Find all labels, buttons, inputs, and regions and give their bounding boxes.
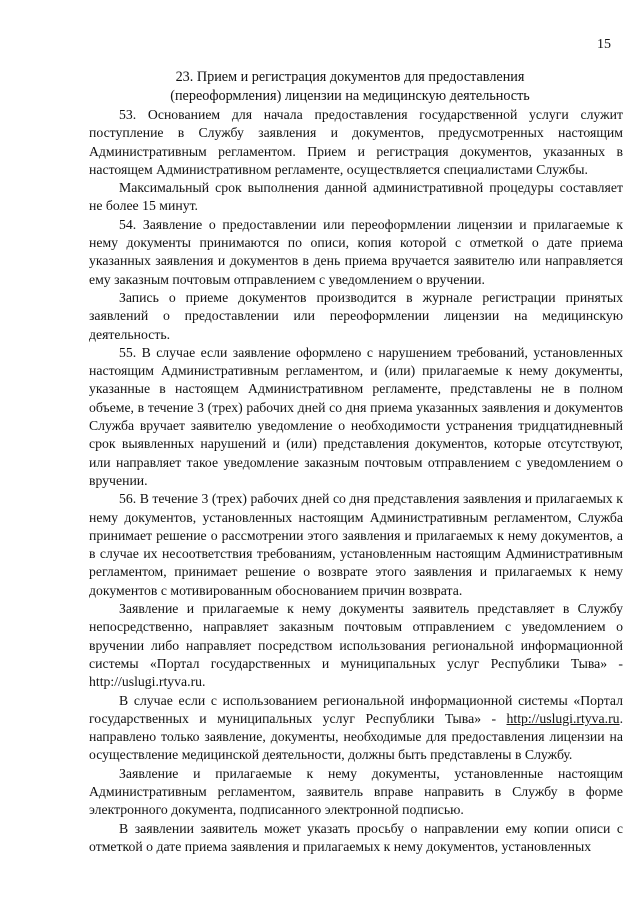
paragraph: 54. Заявление о предоставлении или переоформлении лицензии и прилагаемые к нему документы принимаются по описи, копия которой с отметкой о дате приема указанных заявления и документов в день приема вручается заявителю или направляется ему заказным почтовым отправлением с уведомлением о вручении. [89, 216, 623, 287]
portal-link[interactable]: http://uslugi.rtyva.ru [506, 710, 620, 726]
section-heading [60, 68, 640, 106]
paragraph: Максимальный срок выполнения данной административной процедуры составляет не более 15 минут. [89, 180, 623, 214]
section-heading-line: (переоформления) лицензии на медицинскую деятельность [170, 88, 530, 104]
paragraph-text: В случае если с использованием региональной информационной системы «Портал государственных и муниципальных услуг Республики Тыва» - [89, 692, 623, 726]
paragraph: 53. Основанием для начала предоставления государственной услуги служит поступление в Службу заявления и документов, предусмотренных настоящим Административным регламентом. Прием и регистрация документов, указанных в настоящем Административном регламенте, осуществляется специалистами Службы. [89, 107, 623, 177]
paragraph: В заявлении заявитель может указать просьбу о направлении ему копии описи с отметкой о дате приема заявления и прилагаемых к нему документов, установленных [89, 820, 623, 854]
page-number: 15 [597, 37, 611, 52]
paragraph [89, 692, 623, 765]
paragraph-text: . направлено только заявление, документы, необходимые для предоставления лицензии на осуществление медицинской деятельности, должны быть представлены в Службу. [89, 710, 623, 763]
section-heading-line: 23. Прием и регистрация документов для предоставления [175, 69, 525, 85]
paragraph: Запись о приеме документов производится в журнале регистрации принятых заявлений о предоставлении или переоформлении лицензии на медицинскую деятельность. [89, 289, 623, 342]
paragraph: 55. В случае если заявление оформлено с нарушением требований, установленных настоящим Административным регламентом, и (или) прилагаемые к нему документы, указанные в настоящем Административном регламенте, представлены не в полном объеме, в течение 3 (трех) рабочих дней со дня приема указанных заявления и документов Служба вручает заявителю уведомление о необходимости устранения тридцатидневный срок выявленных нарушений и (или) представления документов, которые отсутствуют, или направляет такое уведомление заказным почтовым отправлением с уведомлением о вручении. [89, 344, 623, 488]
paragraph: 56. В течение 3 (трех) рабочих дней со дня представления заявления и прилагаемых к нему документов, установленных настоящим Административным регламентом, Служба принимает решение о рассмотрении этого заявления и прилагаемых к нему документов, а в случае их несоответствия требованиям, установленным настоящим Административным регламентом, принимает решение о возврате этого заявления и прилагаемых к нему документов с мотивированным обоснованием причин возврата. [89, 491, 623, 598]
paragraph: Заявление и прилагаемые к нему документы заявитель представляет в Службу непосредственно, направляет заказным почтовым отправлением с уведомлением о вручении либо направляет посредством использования региональной информационной системы «Портал государственных и муниципальных услуг Республики Тыва» - http://uslugi.rtyva.ru. [89, 601, 623, 690]
document-body [89, 106, 623, 856]
paragraph: Заявление и прилагаемые к нему документы, установленные настоящим Административным регламентом, заявитель вправе направить в Службу в форме электронного документа, подписанного электронной подписью. [89, 765, 623, 818]
